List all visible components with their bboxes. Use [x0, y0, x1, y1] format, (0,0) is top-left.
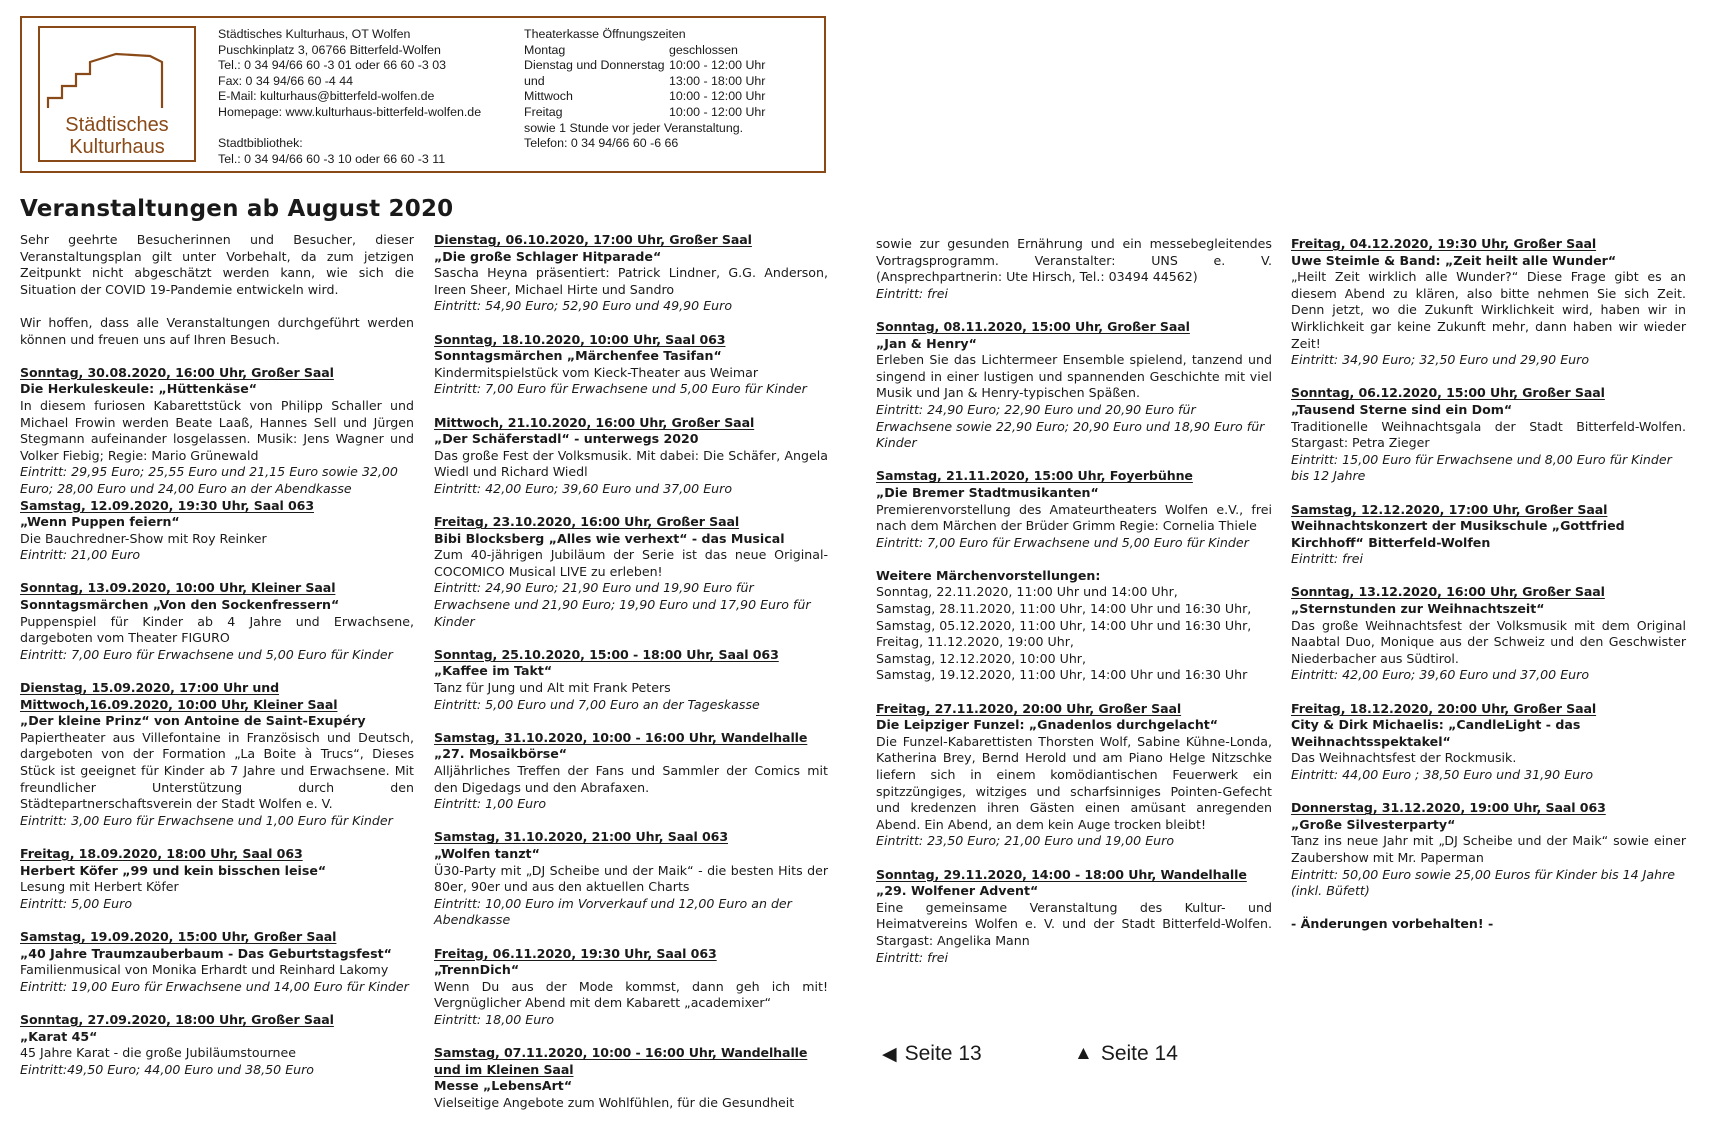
- event-price: Eintritt: 15,00 Euro für Erwachsene und 8,00 Euro für Kinder bis 12 Jahre: [1291, 451, 1672, 484]
- event-title: Herbert Köfer „99 und kein bisschen leise“: [20, 862, 327, 878]
- event-date: Sonntag, 30.08.2020, 16:00 Uhr, Großer Saal: [20, 364, 334, 380]
- event-title: „29. Wolfener Advent“: [876, 883, 1039, 899]
- previous-page-label: Seite 13: [904, 1042, 982, 1065]
- event-date: Sonntag, 27.09.2020, 18:00 Uhr, Großer Saal: [20, 1011, 334, 1027]
- show-time-line: Samstag, 19.12.2020, 11:00 Uhr, 14:00 Uhr und 16:30 Uhr: [876, 667, 1248, 683]
- event-title: City & Dirk Michaelis: „CandleLight - das Weihnachtsspektakel“: [1291, 717, 1581, 749]
- event-entry: [876, 319, 1272, 452]
- event-description: In diesem furiosen Kabarettstück von Philipp Schaller und Michael Frowin werden Beate Laaß, Hannes Sell und Jürgen Stegmann aufeinander losgelassen. Musik: Jens Wagner und Volker Fiebig; Regie: Mario Grünewald: [20, 397, 414, 463]
- event-entry: [1291, 385, 1686, 485]
- event-entry: [20, 1012, 414, 1078]
- event-price: Eintritt: frei: [1291, 551, 1364, 567]
- event-title: Bibi Blocksberg „Alles wie verhext“ - das Musical: [434, 530, 785, 546]
- column-4: [1291, 236, 1686, 933]
- event-description: Zum 40-jährigen Jubiläum der Serie ist das neue Original-COCOMICO Musical LIVE zu erleben!: [434, 547, 828, 579]
- hours-extra: sowie 1 Stunde vor jeder Veranstaltung.: [524, 120, 744, 135]
- event-description: Alljährliches Treffen der Fans und Sammler der Comics mit den Digedags und den Abrafaxen.: [434, 763, 828, 795]
- event-date: Freitag, 18.12.2020, 20:00 Uhr, Großer Saal: [1291, 700, 1597, 716]
- event-description: Lesung mit Herbert Köfer: [20, 879, 179, 895]
- event-title: Uwe Steimle & Band: „Zeit heilt alle Wunder“: [1291, 252, 1617, 268]
- next-page-link[interactable]: [1074, 1042, 1178, 1066]
- event-title: Sonntagsmärchen „Märchenfee Tasifan“: [434, 348, 722, 364]
- event-title: Sonntagsmärchen „Von den Sockenfressern“: [20, 597, 340, 613]
- event-date: Sonntag, 29.11.2020, 14:00 - 18:00 Uhr, Wandelhalle: [876, 866, 1247, 882]
- event-title: „Der kleine Prinz“ von Antoine de Saint-Exupéry: [20, 713, 366, 729]
- event-price: Eintritt: 44,00 Euro ; 38,50 Euro und 31,90 Euro: [1291, 767, 1594, 782]
- contact-name: Städtisches Kulturhaus, OT Wolfen: [218, 27, 411, 41]
- event-price: Eintritt: 5,00 Euro und 7,00 Euro an der Tageskasse: [434, 696, 760, 712]
- event-list: [876, 701, 1272, 967]
- event-price: Eintritt: 42,00 Euro; 39,60 Euro und 37,00 Euro: [434, 480, 733, 496]
- show-time-line: Sonntag, 22.11.2020, 11:00 Uhr und 14:00 Uhr,: [876, 584, 1178, 600]
- event-title: „Wolfen tanzt“: [434, 845, 540, 861]
- event-price: Eintritt: 21,00 Euro: [20, 547, 141, 563]
- event-entry: [434, 332, 828, 398]
- event-title: „Tausend Sterne sind ein Dom“: [1291, 401, 1513, 417]
- event-description: Eine gemeinsame Veranstaltung des Kultur- und Heimatvereins Wolfen e. V. und der Stadt Bitterfeld-Wolfen. Stargast: Angelika Mann: [876, 899, 1272, 948]
- event-date: Sonntag, 13.09.2020, 10:00 Uhr, Kleiner Saal: [20, 580, 336, 596]
- column-2: [434, 232, 828, 1128]
- hours-row: Dienstag und Donnerstag 10:00 - 12:00 Uhr: [524, 58, 766, 73]
- event-entry: [876, 468, 1272, 551]
- library-label: Stadtbibliothek:: [218, 136, 303, 151]
- event-list: [1291, 236, 1686, 900]
- event-description: Familienmusical von Monika Erhardt und Reinhard Lakomy: [20, 962, 389, 978]
- event-title: „TrennDich“: [434, 962, 520, 978]
- event-list: [876, 319, 1272, 551]
- event-date: Samstag, 07.11.2020, 10:00 - 16:00 Uhr, Wandelhalle und im Kleinen Saal: [434, 1045, 808, 1077]
- event-title: „Sternstunden zur Weihnachtszeit“: [1291, 601, 1545, 617]
- event-price: Eintritt:49,50 Euro; 44,00 Euro und 38,50 Euro: [20, 1061, 315, 1077]
- event-date: Samstag, 12.12.2020, 17:00 Uhr, Großer Saal: [1291, 501, 1608, 517]
- event-entry: [1291, 236, 1686, 369]
- event-price: Eintritt: 19,00 Euro für Erwachsene und 14,00 Euro für Kinder: [20, 978, 409, 994]
- event-entry: [434, 232, 828, 315]
- event-price: Eintritt: 24,90 Euro; 22,90 Euro und 20,90 Euro für Erwachsene sowie 22,90 Euro; 20,90 Euro und 18,90 Euro für Kinder: [876, 401, 1265, 451]
- event-description: sowie zur gesunden Ernährung und ein messebegleitendes Vortragsprogramm. Veranstalter: UNS e. V. (Ansprechpartnerin: Ute Hirsch, Tel.: 03494 44562): [876, 236, 1272, 285]
- triangle-left-icon: ◀: [882, 1043, 897, 1065]
- hours-row: Mittwoch 10:00 - 12:00 Uhr: [524, 89, 766, 104]
- event-description: Vielseitige Angebote zum Wohlfühlen, für die Gesundheit: [434, 1094, 795, 1110]
- event-price: Eintritt: 5,00 Euro: [20, 895, 133, 911]
- event-entry: [434, 647, 828, 713]
- box-office-phone: Telefon: 0 34 94/66 60 -6 66: [524, 136, 679, 151]
- event-date: Sonntag, 08.11.2020, 15:00 Uhr, Großer Saal: [876, 318, 1190, 334]
- hours-row: Montag geschlossen: [524, 42, 738, 57]
- contact-phone: Tel.: 0 34 94/66 60 -3 01 oder 66 60 -3 03: [218, 58, 447, 73]
- event-date: Donnerstag, 31.12.2020, 19:00 Uhr, Saal 063: [1291, 800, 1606, 816]
- library-phone: Tel.: 0 34 94/66 60 -3 10 oder 66 60 -3 11: [218, 151, 446, 166]
- event-entry: [20, 365, 414, 498]
- event-date: Mittwoch, 21.10.2020, 16:00 Uhr, Großer Saal: [434, 414, 755, 430]
- event-date: Freitag, 18.09.2020, 18:00 Uhr, Saal 063: [20, 845, 303, 861]
- logo-text: [40, 114, 194, 158]
- event-entry: [20, 680, 414, 829]
- event-title: „40 Jahre Traumzauberbaum - Das Geburtstagsfest“: [20, 945, 392, 961]
- event-entry: [434, 730, 828, 813]
- event-date: Samstag, 31.10.2020, 21:00 Uhr, Saal 063: [434, 829, 728, 845]
- event-price: Eintritt: 24,90 Euro; 21,90 Euro und 19,90 Euro für Erwachsene und 21,90 Euro; 19,90 Euro und 17,90 Euro für Kinder: [434, 580, 811, 629]
- logo-line-2: Kulturhaus: [69, 136, 165, 158]
- more-shows-title: Weitere Märchenvorstellungen:: [876, 567, 1101, 583]
- event-description: „Heilt Zeit wirklich alle Wunder?“ Diese Frage gibt es an diesem Abend zu klären, also bitte nehmen Sie sich Zeit. Denn jetzt, wo die Zukunft Wirklichkeit wird, haben wir in Wirklichkeit gar keine Zukunft mehr, dann haben wir wieder Zeit!: [1291, 269, 1686, 351]
- event-date: Samstag, 12.09.2020, 19:30 Uhr, Saal 063: [20, 497, 314, 513]
- event-date: Samstag, 19.09.2020, 15:00 Uhr, Großer Saal: [20, 928, 337, 944]
- event-entry: [434, 514, 828, 630]
- kulturhaus-logo: [38, 26, 196, 162]
- contact-homepage: Homepage: www.kulturhaus-bitterfeld-wolfen.de: [218, 104, 482, 119]
- event-description: Traditionelle Weihnachtsgala der Stadt Bitterfeld-Wolfen. Stargast: Petra Zieger: [1291, 418, 1686, 451]
- event-title: „Die große Schlager Hitparade“: [434, 248, 662, 264]
- event-entry: [20, 498, 414, 564]
- event-description: 45 Jahre Karat - die große Jubiläumstournee: [20, 1045, 297, 1061]
- contact-email: E-Mail: kulturhaus@bitterfeld-wolfen.de: [218, 89, 435, 104]
- event-entry: [1291, 502, 1686, 568]
- event-title: „27. Mosaikbörse“: [434, 746, 568, 762]
- logo-line-1: Städtisches: [65, 114, 169, 136]
- show-time-line: Freitag, 11.12.2020, 19:00 Uhr,: [876, 634, 1074, 650]
- contact-block: [218, 27, 488, 167]
- show-time-line: Samstag, 28.11.2020, 11:00 Uhr, 14:00 Uhr und 16:30 Uhr,: [876, 601, 1252, 617]
- event-description: Premierenvorstellung des Amateurtheaters Wolfen e.V., frei nach dem Märchen der Brüder Grimm Regie: Cornelia Thiele: [876, 501, 1272, 534]
- intro-paragraph: Wir hoffen, dass alle Veranstaltungen durchgeführt werden können und freuen uns auf Ihren Besuch.: [20, 314, 414, 347]
- event-title: Die Leipziger Funzel: „Gnadenlos durchgelacht“: [876, 717, 1219, 733]
- event-description: Tanz ins neue Jahr mit „DJ Scheibe und der Maik“ sowie einer Zaubershow mit Mr. Paperman: [1291, 833, 1686, 865]
- event-description: Die Bauchredner-Show mit Roy Reinker: [20, 530, 267, 546]
- hours-title: Theaterkasse Öffnungszeiten: [524, 27, 686, 41]
- event-entry: [434, 946, 828, 1029]
- event-price: Eintritt: 10,00 Euro im Vorverkauf und 12,00 Euro an der Abendkasse: [434, 895, 792, 928]
- event-entry: [434, 1045, 828, 1111]
- event-description: Das große Fest der Volksmusik. Mit dabei: Die Schäfer, Angela Wiedl und Richard Wiedl: [434, 447, 828, 480]
- hours-row: Freitag 10:00 - 12:00 Uhr: [524, 104, 766, 119]
- event-title: „Jan & Henry“: [876, 335, 977, 351]
- event-date: Freitag, 04.12.2020, 19:30 Uhr, Großer Saal: [1291, 236, 1597, 251]
- event-title: „Große Silvesterparty“: [1291, 816, 1456, 832]
- event-entry: [20, 580, 414, 663]
- event-price: Eintritt: frei: [876, 949, 949, 965]
- event-description: Das Weihnachtsfest der Rockmusik.: [1291, 750, 1517, 766]
- event-date: Sonntag, 13.12.2020, 16:00 Uhr, Großer Saal: [1291, 584, 1605, 600]
- event-price: Eintritt: 34,90 Euro; 32,50 Euro und 29,90 Euro: [1291, 352, 1590, 368]
- event-date: Sonntag, 06.12.2020, 15:00 Uhr, Großer Saal: [1291, 385, 1605, 401]
- event-title: Weihnachtskonzert der Musikschule „Gottfried Kirchhoff“ Bitterfeld-Wolfen: [1291, 518, 1625, 550]
- event-date: Samstag, 31.10.2020, 10:00 - 16:00 Uhr, Wandelhalle: [434, 729, 808, 745]
- event-title: Die Herkuleskeule: „Hüttenkäse“: [20, 381, 258, 397]
- show-time-line: Samstag, 05.12.2020, 11:00 Uhr, 14:00 Uhr und 16:30 Uhr,: [876, 617, 1252, 633]
- event-price: Eintritt: 3,00 Euro für Erwachsene und 1,00 Euro für Kinder: [20, 812, 393, 828]
- event-date: Sonntag, 18.10.2020, 10:00 Uhr, Saal 063: [434, 331, 726, 347]
- triangle-up-icon: ▲: [1074, 1043, 1093, 1064]
- event-entry: [434, 415, 828, 498]
- event-date: Freitag, 23.10.2020, 16:00 Uhr, Großer Saal: [434, 514, 740, 530]
- event-entry: [434, 829, 828, 929]
- contact-address: Puschkinplatz 3, 06766 Bitterfeld-Wolfen: [218, 42, 441, 57]
- event-description: Puppenspiel für Kinder ab 4 Jahre und Erwachsene, dargeboten vom Theater FIGURO: [20, 613, 414, 646]
- event-title: „Der Schäferstadl“ - unterwegs 2020: [434, 431, 699, 447]
- event-list: [434, 232, 828, 1111]
- more-shows: [876, 568, 1272, 684]
- event-price: Eintritt: 23,50 Euro; 21,00 Euro und 19,00 Euro: [876, 833, 1175, 849]
- page-title: Veranstaltungen ab August 2020: [20, 196, 454, 222]
- event-list: [20, 365, 414, 1079]
- event-price: Eintritt: 1,00 Euro: [434, 796, 547, 812]
- event-entry: [876, 701, 1272, 850]
- event-description: Papiertheater aus Villefontaine in Französisch und Deutsch, dargeboten von der Formation „La Boite à Trucs“, Dieses Stück ist geeignet für Kinder ab 7 Jahre und Erwachsene. Mit freundlicher Unterstützung durch den Städtepartnerschaftsverein der Stadt Wolfen e. V.: [20, 729, 414, 812]
- intro-paragraph: Sehr geehrte Besucherinnen und Besucher, dieser Veranstaltungsplan gilt unter Vorbehalt, da zum jetzigen Zeitpunkt nicht abgeschätzt werden kann, wie sich die Situation der COVID 19-Pandemie entwickeln wird.: [20, 232, 414, 297]
- event-description: Erleben Sie das Lichtermeer Ensemble spielend, tanzend und singend in einer lustigen und spannenden Geschichte mit viel Musik und Jan & Henry-typischen Späßen.: [876, 352, 1272, 401]
- event-entry: [20, 846, 414, 912]
- column-1: [20, 232, 414, 1095]
- event-entry: [1291, 701, 1686, 784]
- header-box: [20, 16, 826, 173]
- event-entry: [876, 867, 1272, 967]
- event-description: Kindermitspielstück vom Kieck-Theater aus Weimar: [434, 364, 759, 380]
- event-description: Tanz für Jung und Alt mit Frank Peters: [434, 680, 671, 696]
- event-price: Eintritt: 7,00 Euro für Erwachsene und 5,00 Euro für Kinder: [20, 646, 393, 662]
- next-page-label: Seite 14: [1100, 1042, 1178, 1065]
- event-title: „Karat 45“: [20, 1028, 98, 1044]
- event-description: Wenn Du aus der Mode kommst, dann geh ich mit! Vergnüglicher Abend mit dem Kabarett „academixer“: [434, 978, 828, 1011]
- event-description: Ü30-Party mit „DJ Scheibe und der Maik“ - die besten Hits der 80er, 90er und aus den aktuellen Charts: [434, 862, 828, 895]
- show-time-line: Samstag, 12.12.2020, 10:00 Uhr,: [876, 650, 1086, 666]
- event-title: Messe „LebensArt“: [434, 1078, 573, 1094]
- event-title: „Die Bremer Stadtmusikanten“: [876, 484, 1099, 500]
- event-price: Eintritt: 7,00 Euro für Erwachsene und 5,00 Euro für Kinder: [876, 534, 1249, 550]
- event-entry: [1291, 800, 1686, 900]
- event-title: „Kaffee im Takt“: [434, 663, 553, 679]
- event-price: Eintritt: 7,00 Euro für Erwachsene und 5,00 Euro für Kinder: [434, 381, 807, 397]
- event-title: „Wenn Puppen feiern“: [20, 514, 180, 530]
- event-price: Eintritt: 29,95 Euro; 25,55 Euro und 21,15 Euro sowie 32,00 Euro; 28,00 Euro und 24,00 Euro an der Abendkasse: [20, 464, 398, 496]
- changes-reserved-note: - Änderungen vorbehalten! -: [1291, 916, 1494, 932]
- event-entry: [20, 929, 414, 995]
- box-office-hours: [524, 27, 824, 152]
- event-price: Eintritt: 54,90 Euro; 52,90 Euro und 49,90 Euro: [434, 298, 733, 314]
- event-date: Dienstag, 06.10.2020, 17:00 Uhr, Großer Saal: [434, 232, 752, 247]
- event-description: Das große Weihnachtsfest der Volksmusik mit dem Original Naabtal Duo, Monique aus der Schweiz und den Geschwister Niederbacher aus Südtirol.: [1291, 617, 1686, 666]
- event-price: Eintritt: 18,00 Euro: [434, 1011, 555, 1027]
- event-date: Samstag, 21.11.2020, 15:00 Uhr, Foyerbühne: [876, 468, 1193, 484]
- event-date: Sonntag, 25.10.2020, 15:00 - 18:00 Uhr, Saal 063: [434, 646, 779, 662]
- event-price: Eintritt: frei: [876, 285, 949, 301]
- contact-fax: Fax: 0 34 94/66 60 -4 44: [218, 73, 354, 88]
- event-description: Sascha Heyna präsentiert: Patrick Lindner, G.G. Anderson, Ireen Sheer, Michael Hirte und Sandro: [434, 265, 828, 297]
- event-entry: [1291, 584, 1686, 684]
- event-price: Eintritt: 42,00 Euro; 39,60 Euro und 37,00 Euro: [1291, 667, 1590, 683]
- event-date: Dienstag, 15.09.2020, 17:00 Uhr und Mittwoch,16.09.2020, 10:00 Uhr, Kleiner Saal: [20, 680, 338, 712]
- event-price: Eintritt: 50,00 Euro sowie 25,00 Euros für Kinder bis 14 Jahre (inkl. Büfett): [1291, 866, 1675, 899]
- event-continuation: [876, 236, 1272, 302]
- previous-page-link[interactable]: [882, 1042, 982, 1066]
- event-date: Freitag, 27.11.2020, 20:00 Uhr, Großer Saal: [876, 700, 1182, 716]
- event-description: Die Funzel-Kabarettisten Thorsten Wolf, Sabine Kühne-Londa, Katherina Brey, Bernd Herold und am Piano Helge Nitzschke liefern sich in einem komödiantischen Feuerwerk ein spitzzüngiges, witziges und scharfsinniges Pointen-Gefecht und kredenzen ihren Gästen einen amüsant anregenden Abend. Ein Abend, an dem kein Auge trocken bleibt!: [876, 733, 1272, 832]
- column-3: [876, 236, 1272, 983]
- event-date: Freitag, 06.11.2020, 19:30 Uhr, Saal 063: [434, 945, 717, 961]
- hours-row: und 13:00 - 18:00 Uhr: [524, 73, 766, 88]
